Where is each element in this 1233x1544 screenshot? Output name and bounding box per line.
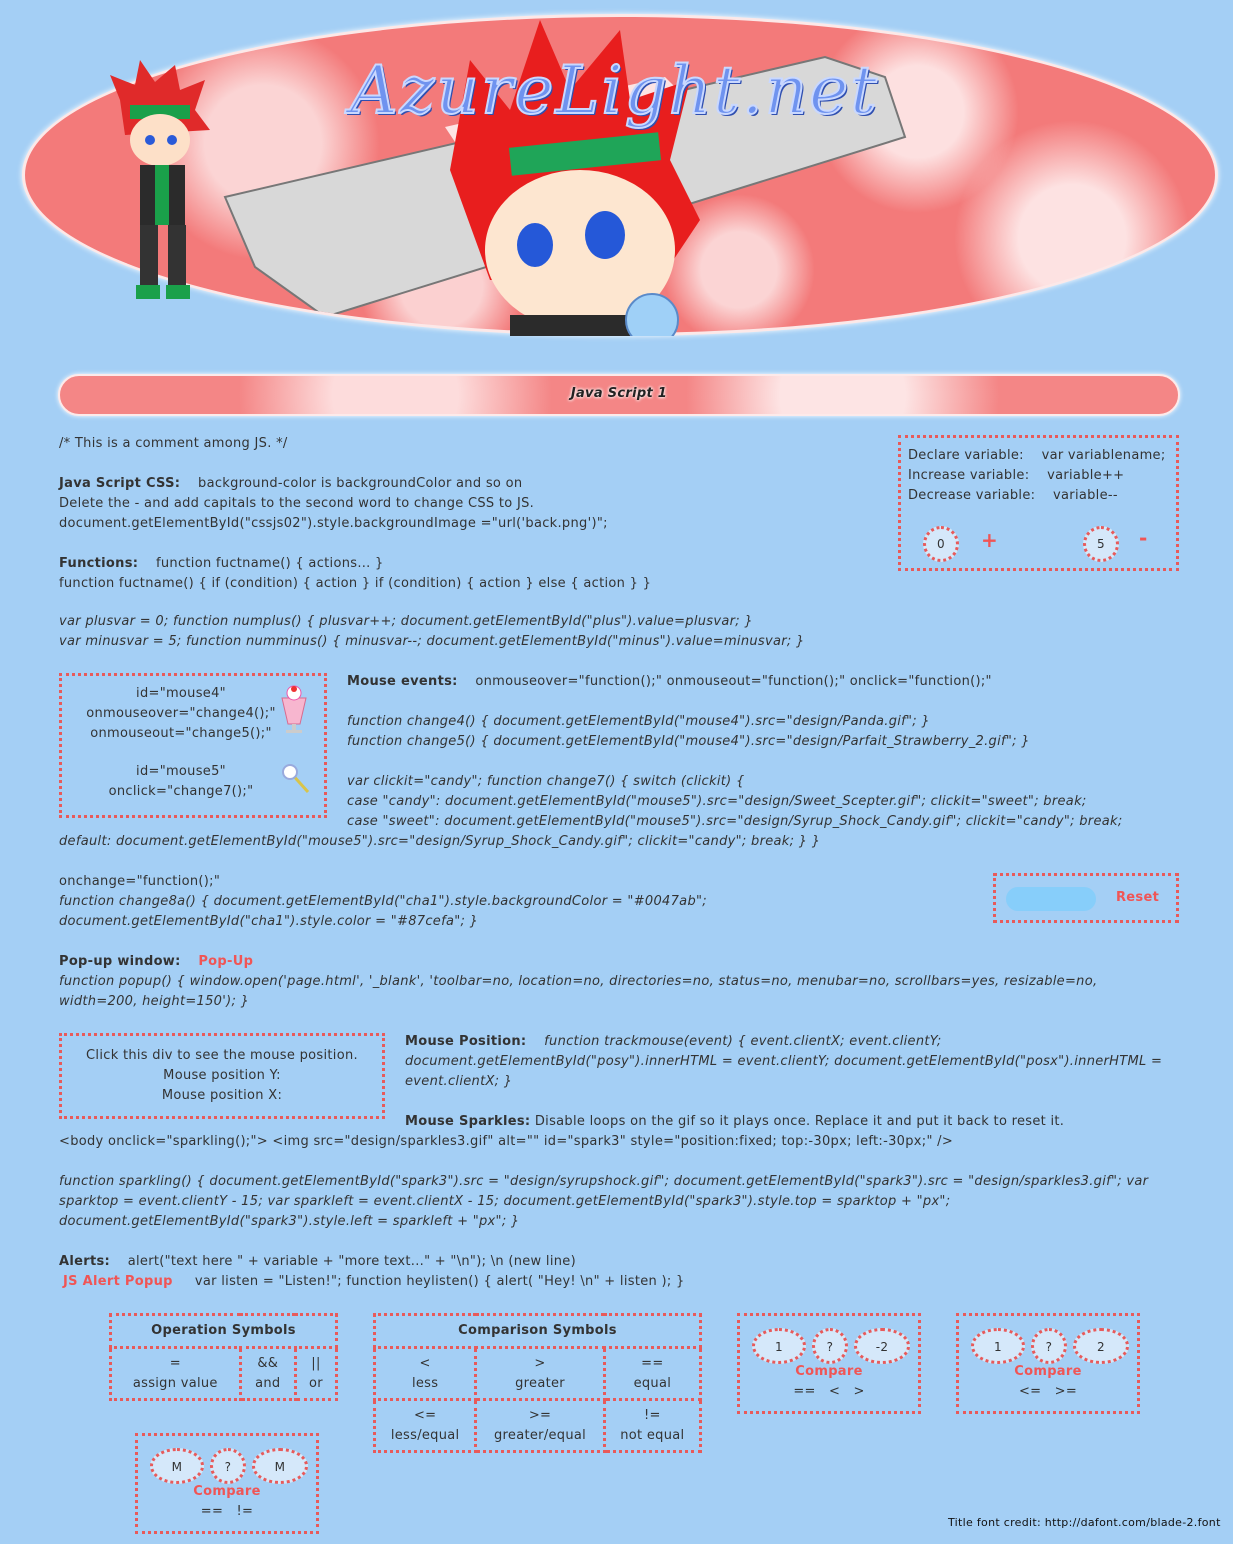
compare-2-operator[interactable]: ? bbox=[1031, 1328, 1067, 1364]
declare-value: var variablename; bbox=[1041, 448, 1166, 463]
increase-row bbox=[908, 466, 1124, 486]
compare-1-operator[interactable]: ? bbox=[812, 1328, 848, 1364]
mouse-events-box bbox=[59, 673, 327, 818]
operation-symbols-table bbox=[109, 1313, 338, 1401]
minusvar-line: var minusvar = 5; function numminus() { minusvar--; document.getElementById("minus").value=minusvar; } bbox=[59, 634, 805, 649]
compare-box-2 bbox=[956, 1313, 1140, 1414]
compare-box-1 bbox=[737, 1313, 921, 1414]
color-input-field[interactable] bbox=[1006, 887, 1096, 911]
comparison-cell bbox=[375, 1400, 476, 1452]
page-title-bar bbox=[58, 374, 1180, 416]
symbol-name: greater/equal bbox=[494, 1427, 587, 1443]
clickit-line: var clickit="candy"; function change7() { switch (clickit) { bbox=[347, 774, 745, 789]
compare-3-button[interactable]: Compare bbox=[193, 1484, 261, 1499]
popup-line: function popup() { window.open('page.html', '_blank', 'toolbar=no, location=no, directories=no, status=no, menubar=no, scrollbars=yes, resizable=no, bbox=[59, 974, 1098, 989]
page-title: Java Script 1 bbox=[570, 386, 668, 401]
symbol-name: or bbox=[309, 1375, 323, 1391]
compare-3-value-a[interactable]: M bbox=[150, 1448, 204, 1484]
sparkling-line: function sparkling() { document.getElementById("spark3").src = "design/syrupshock.gif"; document.getElementById("spark3").src = "design/sparkles3.gif"; var bbox=[59, 1174, 1149, 1189]
symbol-name: equal bbox=[633, 1375, 672, 1391]
operation-cell bbox=[240, 1348, 295, 1400]
increase-label: Increase variable: bbox=[908, 468, 1030, 483]
compare-2-operators: <= >= bbox=[1018, 1384, 1078, 1399]
operation-cell bbox=[295, 1348, 336, 1400]
declare-row bbox=[908, 446, 1166, 466]
plus-value-field[interactable]: 0 bbox=[923, 526, 959, 562]
reset-button[interactable]: Reset bbox=[1116, 890, 1160, 905]
case-candy-line: case "candy": document.getElementById("mouse5").src="design/Sweet_Scepter.gif"; clickit="sweet"; break; bbox=[347, 794, 1087, 809]
functions-section bbox=[59, 554, 384, 574]
mousepos-text: function trackmouse(event) { event.clientX; event.clientY; bbox=[544, 1034, 942, 1049]
compare-3-operator[interactable]: ? bbox=[210, 1448, 246, 1484]
symbol-name: less/equal bbox=[390, 1427, 460, 1443]
mouse-events-text: onmouseover="function();" onmouseout="function();" onclick="function();" bbox=[475, 674, 992, 689]
mouse5-click: onclick="change7();" bbox=[108, 784, 254, 799]
alert-popup-link[interactable]: JS Alert Popup bbox=[63, 1274, 173, 1289]
sparkles-section bbox=[405, 1112, 1064, 1132]
symbol-name: and bbox=[255, 1375, 281, 1391]
comparison-cell bbox=[375, 1348, 476, 1400]
alert-line: var listen = "Listen!"; function heylisten() { alert( "Hey! \n" + listen ); } bbox=[194, 1274, 685, 1289]
popup-section bbox=[59, 952, 253, 972]
popup-label: Pop-up window: bbox=[59, 954, 181, 969]
candy-wand-image[interactable] bbox=[280, 762, 312, 796]
alert-row bbox=[63, 1272, 685, 1292]
change4-line: function change4() { document.getElementById("mouse4").src="design/Panda.gif"; } bbox=[347, 714, 930, 729]
compare-2-button[interactable]: Compare bbox=[1014, 1364, 1082, 1379]
symbol-name: not equal bbox=[620, 1427, 685, 1443]
compare-1-button[interactable]: Compare bbox=[795, 1364, 863, 1379]
color-change-box bbox=[993, 873, 1179, 923]
comparison-cell bbox=[476, 1348, 604, 1400]
sparkling-line3: document.getElementById("spark3").style.left = sparkleft + "px"; } bbox=[59, 1214, 520, 1229]
functions-line2: function fuctname() { if (condition) { action } if (condition) { action } else { action } } bbox=[59, 576, 652, 591]
mousepos-section bbox=[405, 1032, 942, 1052]
increase-value: variable++ bbox=[1047, 468, 1125, 483]
declare-label: Declare variable: bbox=[908, 448, 1024, 463]
site-logo-title[interactable]: AzureLight.net bbox=[350, 52, 879, 129]
minus-button[interactable]: - bbox=[1139, 526, 1148, 550]
font-credit: Title font credit: http://dafont.com/blade-2.font bbox=[948, 1516, 1221, 1529]
mousepos-line2: document.getElementById("posy").innerHTML = event.clientY; document.getElementById("posx").innerHTML = bbox=[405, 1054, 1163, 1069]
functions-text: function fuctname() { actions... } bbox=[155, 556, 384, 571]
mouse-position-box[interactable] bbox=[59, 1033, 385, 1119]
onchange-line: onchange="function();" bbox=[59, 874, 221, 889]
compare-box-3 bbox=[135, 1433, 319, 1534]
functions-label: Functions: bbox=[59, 556, 139, 571]
change8a-line: function change8a() { document.getElementById("cha1").style.backgroundColor = "#0047ab"; bbox=[59, 894, 707, 909]
symbol: >= bbox=[528, 1407, 552, 1423]
plusvar-line: var plusvar = 0; function numplus() { plusvar++; document.getElementById("plus").value=plusvar; } bbox=[59, 614, 753, 629]
symbol: = bbox=[169, 1355, 181, 1371]
comment-line: /* This is a comment among JS. */ bbox=[59, 436, 288, 451]
symbol: || bbox=[311, 1355, 321, 1371]
compare-3-operators: == != bbox=[200, 1504, 254, 1519]
symbol-name: less bbox=[411, 1375, 439, 1391]
decrease-label: Decrease variable: bbox=[908, 488, 1036, 503]
symbol-name: greater bbox=[515, 1375, 565, 1391]
compare-3-value-b[interactable]: M bbox=[252, 1448, 308, 1484]
compare-1-value-b[interactable]: -2 bbox=[854, 1328, 910, 1364]
mouse4-over: onmouseover="change4();" bbox=[86, 706, 276, 721]
mousepos-label: Mouse Position: bbox=[405, 1034, 527, 1049]
symbol: <= bbox=[413, 1407, 437, 1423]
alerts-section bbox=[59, 1252, 576, 1272]
mouse-events-section bbox=[347, 672, 992, 692]
default-line: default: document.getElementById("mouse5").src="design/Syrup_Shock_Candy.gif"; clickit="candy"; break; } } bbox=[59, 834, 821, 849]
symbol: == bbox=[641, 1355, 664, 1371]
alerts-label: Alerts: bbox=[59, 1254, 110, 1269]
operation-cell bbox=[111, 1348, 241, 1400]
mousepos-y: Mouse position Y: bbox=[163, 1068, 281, 1083]
minus-value-field[interactable]: 5 bbox=[1083, 526, 1119, 562]
symbol-name: assign value bbox=[132, 1375, 218, 1391]
symbol: != bbox=[644, 1407, 661, 1423]
mouse4-id: id="mouse4" bbox=[136, 686, 226, 701]
mouse-events-label: Mouse events: bbox=[347, 674, 458, 689]
compare-1-operators: == < > bbox=[793, 1384, 865, 1399]
symbol: > bbox=[534, 1355, 546, 1371]
compare-2-value-a[interactable]: 1 bbox=[971, 1328, 1025, 1364]
alerts-text: alert("text here " + variable + "more text..." + "\n"); \n (new line) bbox=[127, 1254, 576, 1269]
mousepos-line3: event.clientX; } bbox=[405, 1074, 513, 1089]
parfait-image[interactable] bbox=[278, 684, 310, 736]
comparison-symbols-table bbox=[373, 1313, 702, 1453]
symbol: < bbox=[419, 1355, 431, 1371]
comparison-cell bbox=[476, 1400, 604, 1452]
css-text: background-color is backgroundColor and so on bbox=[198, 476, 523, 491]
compare-1-value-a[interactable]: 1 bbox=[752, 1328, 806, 1364]
sparkles-label: Mouse Sparkles: bbox=[405, 1114, 531, 1129]
mousepos-x: Mouse position X: bbox=[161, 1088, 283, 1103]
css-line2: Delete the - and add capitals to the second word to change CSS to JS. bbox=[59, 496, 535, 511]
symbol: && bbox=[257, 1355, 279, 1371]
compare-2-value-b[interactable]: 2 bbox=[1073, 1328, 1129, 1364]
decrease-value: variable-- bbox=[1053, 488, 1118, 503]
mousepos-instruction: Click this div to see the mouse position. bbox=[86, 1048, 358, 1063]
sparkling-line2: sparktop = event.clientY - 15; var sparkleft = event.clientX - 15; document.getElementById("spark3").style.top = sparktop + "px"; bbox=[59, 1194, 951, 1209]
popup-line2: width=200, height=150'); } bbox=[59, 994, 250, 1009]
css-line3: document.getElementById("cssjs02").style.backgroundImage ="url('back.png')"; bbox=[59, 516, 608, 531]
change5-line: function change5() { document.getElementById("mouse4").src="design/Parfait_Strawberry_2.gif"; } bbox=[347, 734, 1030, 749]
operation-table-header: Operation Symbols bbox=[111, 1315, 337, 1348]
mouse5-id: id="mouse5" bbox=[136, 764, 226, 779]
sparkles-line2: <body onclick="sparkling();"> <img src="design/sparkles3.gif" alt="" id="spark3" style="position:fixed; top:-30px; left:-30px;" /> bbox=[59, 1134, 954, 1149]
small-character-image bbox=[100, 60, 220, 305]
css-label: Java Script CSS: bbox=[59, 476, 181, 491]
variables-box bbox=[898, 435, 1179, 571]
popup-link[interactable]: Pop-Up bbox=[198, 954, 254, 969]
comparison-table-header: Comparison Symbols bbox=[375, 1315, 701, 1348]
comparison-cell bbox=[604, 1400, 700, 1452]
mouse4-out: onmouseout="change5();" bbox=[90, 726, 272, 741]
plus-button[interactable]: + bbox=[981, 528, 999, 552]
change8a-line2: document.getElementById("cha1").style.color = "#87cefa"; } bbox=[59, 914, 479, 929]
decrease-row bbox=[908, 486, 1118, 506]
sparkles-text: Disable loops on the gif so it plays once. Replace it and put it back to reset it. bbox=[534, 1114, 1065, 1129]
case-sweet-line: case "sweet": document.getElementById("mouse5").src="design/Syrup_Shock_Candy.gif"; clickit="candy"; break; bbox=[347, 814, 1123, 829]
css-section bbox=[59, 474, 522, 494]
comparison-cell bbox=[604, 1348, 700, 1400]
